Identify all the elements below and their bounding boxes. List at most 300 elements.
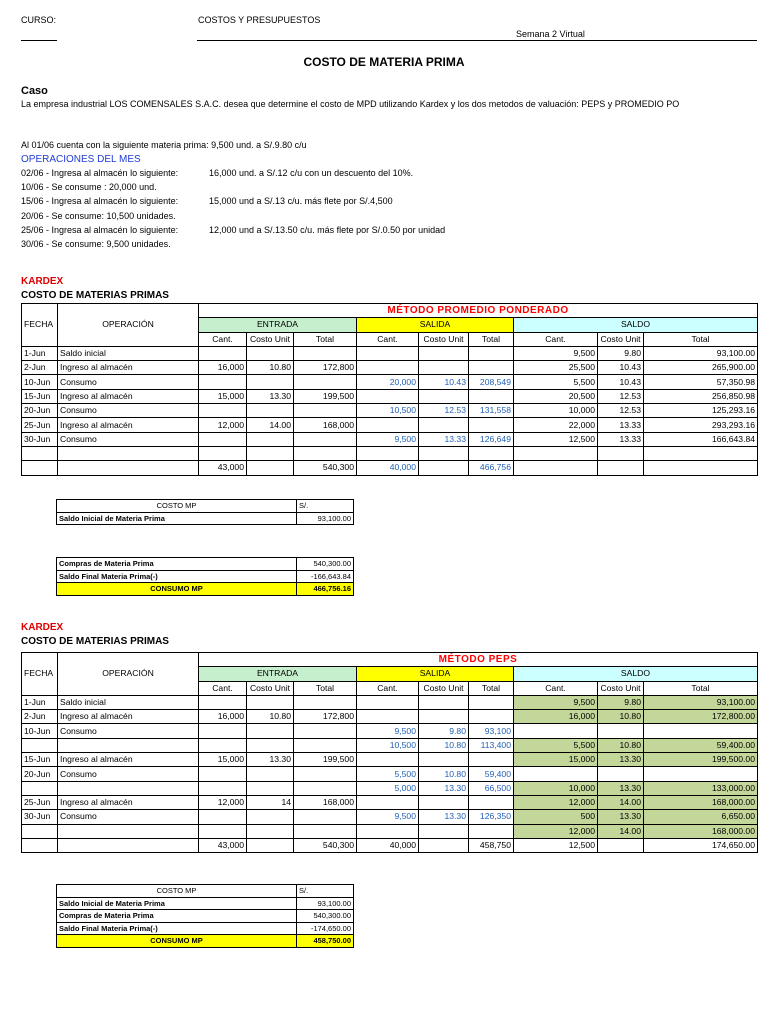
subheader-cell: Costo Unit: [598, 681, 644, 695]
summary1-saldo-inicial: 93,100.00: [297, 512, 354, 525]
table-cell: 12,000: [199, 418, 247, 432]
col-fecha: FECHA: [22, 304, 58, 347]
table-cell: [469, 710, 514, 724]
grp-salida: SALIDA: [357, 318, 514, 332]
table-row: [22, 838, 758, 852]
table-cell: 1-Jun: [22, 695, 58, 709]
table-cell: 256,850.98: [644, 389, 758, 403]
table-cell: 168,000.00: [644, 824, 758, 838]
table-cell: [419, 346, 469, 360]
subheader-cell: Cant.: [199, 332, 247, 346]
table-cell: 25,500: [514, 361, 598, 375]
summary2-saldo-final-label: Saldo Final Materia Prima(-): [57, 922, 297, 935]
table-cell: 168,000.00: [644, 795, 758, 809]
summary1-saldo-inicial-label: Saldo Inicial de Materia Prima: [57, 512, 297, 525]
table-cell: Ingreso al almacén: [58, 710, 199, 724]
table-cell: 9,500: [514, 695, 598, 709]
table-cell: [22, 781, 58, 795]
table-cell: 9,500: [357, 724, 419, 738]
table-cell: [419, 389, 469, 403]
summary2-saldo-inicial: 93,100.00: [297, 897, 354, 910]
table-cell: Consumo: [58, 404, 199, 418]
table-cell: 14: [247, 795, 294, 809]
table-cell: [247, 781, 294, 795]
table-cell: 43,000: [199, 461, 247, 475]
summary2-consumo: 458,750.00: [297, 935, 354, 948]
table-cell: 10-Jun: [22, 375, 58, 389]
table-cell: [419, 824, 469, 838]
table-row: [22, 461, 758, 475]
table-cell: [294, 446, 357, 460]
operation-desc: 30/06 - Se consume: 9,500 unidades.: [21, 239, 171, 249]
kardex1-label: KARDEX: [21, 276, 64, 287]
subheader-cell: Cant.: [357, 681, 419, 695]
table-cell: Ingreso al almacén: [58, 418, 199, 432]
table-cell: 10.80: [247, 361, 294, 375]
table-cell: [247, 824, 294, 838]
curso-label: CURSO:: [21, 15, 57, 25]
table-cell: [247, 810, 294, 824]
table-cell: [644, 724, 758, 738]
table-cell: [469, 795, 514, 809]
table-cell: [247, 767, 294, 781]
table-cell: [357, 753, 419, 767]
table-row: [22, 446, 758, 460]
table-cell: 13.30: [598, 753, 644, 767]
subheader-cell: Costo Unit: [419, 681, 469, 695]
kardex2-subtitle: COSTO DE MATERIAS PRIMAS: [21, 636, 169, 647]
metodo-title: MÉTODO PROMEDIO PONDERADO: [199, 304, 758, 318]
table-cell: [294, 810, 357, 824]
table-cell: [357, 418, 419, 432]
subheader-cell: Total: [469, 332, 514, 346]
table-cell: 6,650.00: [644, 810, 758, 824]
table-cell: [419, 753, 469, 767]
table-cell: [199, 695, 247, 709]
table-cell: 265,900.00: [644, 361, 758, 375]
grp-salida: SALIDA: [357, 667, 514, 681]
table-cell: 13.30: [247, 753, 294, 767]
col-operacion: OPERACIÓN: [58, 653, 199, 696]
table-cell: 40,000: [357, 838, 419, 852]
table-cell: [199, 432, 247, 446]
table-cell: Ingreso al almacén: [58, 795, 199, 809]
col-fecha: FECHA: [22, 653, 58, 696]
table-cell: [294, 432, 357, 446]
subheader-cell: Costo Unit: [598, 332, 644, 346]
operation-desc: 20/06 - Se consume: 10,500 unidades.: [21, 210, 176, 221]
subheader-cell: Cant.: [199, 681, 247, 695]
table-cell: 199,500: [294, 753, 357, 767]
summary2-saldo-inicial-label: Saldo Inicial de Materia Prima: [57, 897, 297, 910]
page-title: COSTO DE MATERIA PRIMA: [303, 55, 465, 69]
table-cell: [58, 446, 199, 460]
summary1-unit: S/.: [297, 500, 354, 513]
table-cell: 12.53: [419, 404, 469, 418]
table-cell: 10-Jun: [22, 724, 58, 738]
subheader-cell: Cant.: [357, 332, 419, 346]
table-row: [22, 418, 758, 432]
table-cell: [469, 753, 514, 767]
table-cell: [247, 404, 294, 418]
table-row: [22, 346, 758, 360]
table-cell: 126,350: [469, 810, 514, 824]
table-cell: 13.33: [598, 432, 644, 446]
table-cell: Consumo: [58, 432, 199, 446]
table-cell: 15-Jun: [22, 389, 58, 403]
table-cell: [247, 838, 294, 852]
table-cell: Ingreso al almacén: [58, 753, 199, 767]
table-cell: 10.80: [247, 710, 294, 724]
table-cell: 14.00: [247, 418, 294, 432]
table-cell: [294, 824, 357, 838]
table-cell: [419, 361, 469, 375]
table-cell: [247, 738, 294, 752]
table-cell: 172,800: [294, 361, 357, 375]
table-cell: 172,800: [294, 710, 357, 724]
table-cell: [294, 404, 357, 418]
table-cell: 16,000: [514, 710, 598, 724]
table-cell: 13.30: [419, 810, 469, 824]
table-cell: [598, 724, 644, 738]
table-cell: 15,000: [199, 753, 247, 767]
summary1-consumo-table: [56, 557, 354, 596]
table-cell: 199,500: [294, 389, 357, 403]
table-row: [22, 404, 758, 418]
table-cell: 57,350.98: [644, 375, 758, 389]
table-row: [22, 767, 758, 781]
table-cell: 2-Jun: [22, 361, 58, 375]
table-cell: [247, 695, 294, 709]
table-cell: Consumo: [58, 724, 199, 738]
table-cell: [419, 695, 469, 709]
table-row: [22, 375, 758, 389]
table-cell: [294, 695, 357, 709]
table-cell: 540,300: [294, 461, 357, 475]
table-cell: 5,500: [514, 375, 598, 389]
kardex2-label: KARDEX: [21, 622, 64, 633]
table-cell: [419, 710, 469, 724]
table-cell: 20-Jun: [22, 404, 58, 418]
table-cell: [514, 461, 598, 475]
table-cell: [644, 446, 758, 460]
table-cell: 500: [514, 810, 598, 824]
table-cell: 22,000: [514, 418, 598, 432]
table-cell: Consumo: [58, 375, 199, 389]
table-cell: [419, 461, 469, 475]
table-cell: [199, 810, 247, 824]
table-cell: 5,500: [514, 738, 598, 752]
table-cell: [598, 446, 644, 460]
kardex1-subtitle: COSTO DE MATERIAS PRIMAS: [21, 290, 169, 301]
table-cell: [22, 824, 58, 838]
table-cell: [294, 724, 357, 738]
table-cell: Consumo: [58, 767, 199, 781]
table-cell: [199, 346, 247, 360]
table-cell: 66,500: [469, 781, 514, 795]
table-cell: 126,649: [469, 432, 514, 446]
table-cell: 12.53: [598, 389, 644, 403]
table-cell: 59,400.00: [644, 738, 758, 752]
metodo-title: MÉTODO PEPS: [199, 653, 758, 667]
table-row: [22, 824, 758, 838]
table-cell: 1-Jun: [22, 346, 58, 360]
subheader-cell: Total: [644, 681, 758, 695]
table-cell: [357, 361, 419, 375]
table-cell: 13.30: [419, 781, 469, 795]
table-cell: Ingreso al almacén: [58, 389, 199, 403]
operation-detail: 12,000 und a S/.13.50 c/u. más flete por S/.0.50 por unidad: [209, 224, 446, 235]
table-row: [22, 810, 758, 824]
table-cell: 10,000: [514, 781, 598, 795]
table-cell: [598, 461, 644, 475]
table-cell: 5,000: [357, 781, 419, 795]
caso-label: Caso: [21, 85, 48, 97]
grp-saldo: SALDO: [514, 667, 758, 681]
semana-label: Semana 2 Virtual: [516, 29, 585, 39]
table-cell: 10,500: [357, 404, 419, 418]
table-cell: 10.80: [598, 738, 644, 752]
table-cell: 199,500.00: [644, 753, 758, 767]
table-cell: [469, 446, 514, 460]
table-cell: 15,000: [514, 753, 598, 767]
table-cell: 20,000: [357, 375, 419, 389]
table-cell: [199, 446, 247, 460]
table-cell: 13.33: [598, 418, 644, 432]
table-row: [22, 753, 758, 767]
col-operacion: OPERACIÓN: [58, 304, 199, 347]
operation-desc: 02/06 - Ingresa al almacén lo siguiente:: [21, 168, 179, 178]
table-cell: [294, 767, 357, 781]
table-cell: Saldo inicial: [58, 346, 199, 360]
table-cell: 166,643.84: [644, 432, 758, 446]
table-row: [22, 361, 758, 375]
table-cell: 10.43: [598, 375, 644, 389]
table-cell: [247, 461, 294, 475]
summary1-saldo-final-label: Saldo Final Materia Prima(-): [57, 570, 297, 583]
table-cell: 25-Jun: [22, 418, 58, 432]
table-cell: 93,100: [469, 724, 514, 738]
table-cell: 93,100.00: [644, 695, 758, 709]
table-cell: [199, 767, 247, 781]
table-cell: 168,000: [294, 795, 357, 809]
summary1-head: COSTO MP: [57, 500, 297, 513]
table-cell: 458,750: [469, 838, 514, 852]
table-row: [22, 781, 758, 795]
grp-entrada: ENTRADA: [199, 318, 357, 332]
table-cell: 10.43: [419, 375, 469, 389]
table-cell: 10.80: [598, 710, 644, 724]
table-cell: [247, 375, 294, 389]
table-cell: 133,000.00: [644, 781, 758, 795]
table-cell: [199, 375, 247, 389]
table-cell: 12,500: [514, 432, 598, 446]
table-cell: 16,000: [199, 710, 247, 724]
table-cell: 13.33: [419, 432, 469, 446]
table-cell: [22, 446, 58, 460]
table-cell: 15,000: [199, 389, 247, 403]
table-cell: [469, 418, 514, 432]
table-cell: [247, 432, 294, 446]
table-cell: 9,500: [514, 346, 598, 360]
table-cell: 10.43: [598, 361, 644, 375]
operation-detail: 15,000 und a S/.13 c/u. más flete por S/.4,500: [209, 196, 393, 207]
table-cell: [357, 346, 419, 360]
caso-text: La empresa industrial LOS COMENSALES S.A.C. desea que determine el costo de MPD utilizando Kardex y los dos metodos de valuación: PEPS y PROMEDIO PO: [21, 99, 680, 109]
table-cell: [22, 838, 58, 852]
table-cell: 168,000: [294, 418, 357, 432]
table-cell: [357, 446, 419, 460]
table-cell: [514, 446, 598, 460]
table-cell: 14.00: [598, 795, 644, 809]
table-cell: 113,400: [469, 738, 514, 752]
subheader-cell: Costo Unit: [247, 681, 294, 695]
table-cell: 40,000: [357, 461, 419, 475]
table-cell: [598, 838, 644, 852]
subheader-cell: Total: [469, 681, 514, 695]
table-cell: [357, 695, 419, 709]
table-cell: [419, 838, 469, 852]
summary2-consumo-label: CONSUMO MP: [57, 935, 297, 948]
table-cell: [199, 781, 247, 795]
table-cell: [294, 738, 357, 752]
subheader-cell: Cant.: [514, 681, 598, 695]
table-cell: 9,500: [357, 432, 419, 446]
kardex-peps-table: [21, 652, 758, 853]
subheader-cell: Cant.: [514, 332, 598, 346]
table-cell: [294, 781, 357, 795]
table-cell: [22, 738, 58, 752]
summary1-compras-label: Compras de Materia Prima: [57, 558, 297, 571]
table-cell: [247, 724, 294, 738]
table-cell: 30-Jun: [22, 432, 58, 446]
table-cell: 13.30: [247, 389, 294, 403]
summary1-table: [56, 499, 354, 525]
table-row: [22, 695, 758, 709]
table-cell: [294, 375, 357, 389]
table-cell: 466,756: [469, 461, 514, 475]
table-cell: [469, 346, 514, 360]
table-cell: Consumo: [58, 810, 199, 824]
table-cell: 20,500: [514, 389, 598, 403]
table-cell: [58, 738, 199, 752]
table-cell: 9.80: [598, 346, 644, 360]
operations-title: OPERACIONES DEL MES: [21, 154, 141, 165]
operation-desc: 10/06 - Se consume : 20,000 und.: [21, 182, 157, 193]
table-cell: [247, 446, 294, 460]
table-cell: 59,400: [469, 767, 514, 781]
table-cell: 540,300: [294, 838, 357, 852]
table-cell: [469, 695, 514, 709]
table-cell: [644, 767, 758, 781]
summary2-unit: S/.: [297, 885, 354, 898]
table-cell: 43,000: [199, 838, 247, 852]
summary1-compras: 540,300.00: [297, 558, 354, 571]
table-cell: 10.80: [419, 738, 469, 752]
table-row: [22, 738, 758, 752]
table-cell: [598, 767, 644, 781]
table-cell: [199, 404, 247, 418]
table-cell: 10,000: [514, 404, 598, 418]
operation-desc: 15/06 - Ingresa al almacén lo siguiente:: [21, 196, 179, 207]
table-cell: [199, 738, 247, 752]
table-cell: [419, 418, 469, 432]
table-cell: 172,800.00: [644, 710, 758, 724]
summary2-compras-label: Compras de Materia Prima: [57, 910, 297, 923]
operation-desc: 25/06 - Ingresa al almacén lo siguiente:: [21, 224, 179, 235]
table-cell: [294, 346, 357, 360]
table-row: [22, 795, 758, 809]
table-cell: [357, 389, 419, 403]
table-cell: [58, 781, 199, 795]
table-cell: [514, 724, 598, 738]
table-cell: 12,000: [514, 824, 598, 838]
table-cell: 174,650.00: [644, 838, 758, 852]
table-cell: [22, 461, 58, 475]
table-cell: [199, 824, 247, 838]
table-cell: [199, 724, 247, 738]
table-cell: 5,500: [357, 767, 419, 781]
table-cell: [644, 461, 758, 475]
table-cell: 15-Jun: [22, 753, 58, 767]
table-cell: [469, 389, 514, 403]
table-cell: 9.80: [598, 695, 644, 709]
table-cell: [469, 361, 514, 375]
grp-saldo: SALDO: [514, 318, 758, 332]
table-cell: [58, 838, 199, 852]
summary2-table: [56, 884, 354, 948]
table-cell: [357, 710, 419, 724]
summary2-head: COSTO MP: [57, 885, 297, 898]
table-cell: [357, 824, 419, 838]
table-cell: 293,293.16: [644, 418, 758, 432]
curso-value: COSTOS Y PRESUPUESTOS: [198, 15, 321, 25]
summary1-consumo: 466,756.16: [297, 583, 354, 596]
table-cell: [419, 446, 469, 460]
initial-stock: Al 01/06 cuenta con la siguiente materia prima: 9,500 und. a S/.9.80 c/u: [21, 140, 307, 150]
subheader-cell: Costo Unit: [247, 332, 294, 346]
table-row: [22, 724, 758, 738]
table-cell: 13.30: [598, 781, 644, 795]
table-cell: [469, 824, 514, 838]
grp-entrada: ENTRADA: [199, 667, 357, 681]
table-row: [22, 389, 758, 403]
table-cell: 9.80: [419, 724, 469, 738]
table-cell: [58, 824, 199, 838]
table-cell: 25-Jun: [22, 795, 58, 809]
table-row: [22, 432, 758, 446]
table-cell: 208,549: [469, 375, 514, 389]
table-cell: [419, 795, 469, 809]
table-cell: 93,100.00: [644, 346, 758, 360]
table-cell: 9,500: [357, 810, 419, 824]
summary1-saldo-final: -166,643.84: [297, 570, 354, 583]
table-cell: 12.53: [598, 404, 644, 418]
table-cell: 13.30: [598, 810, 644, 824]
kardex-promedio-table: [21, 303, 758, 476]
header-rule: [197, 40, 757, 41]
subheader-cell: Total: [294, 681, 357, 695]
table-cell: 12,500: [514, 838, 598, 852]
summary1-consumo-label: CONSUMO MP: [57, 583, 297, 596]
table-cell: Saldo inicial: [58, 695, 199, 709]
table-cell: Ingreso al almacén: [58, 361, 199, 375]
table-cell: 20-Jun: [22, 767, 58, 781]
table-cell: 125,293.16: [644, 404, 758, 418]
table-cell: 2-Jun: [22, 710, 58, 724]
table-cell: [357, 795, 419, 809]
table-cell: 12,000: [199, 795, 247, 809]
